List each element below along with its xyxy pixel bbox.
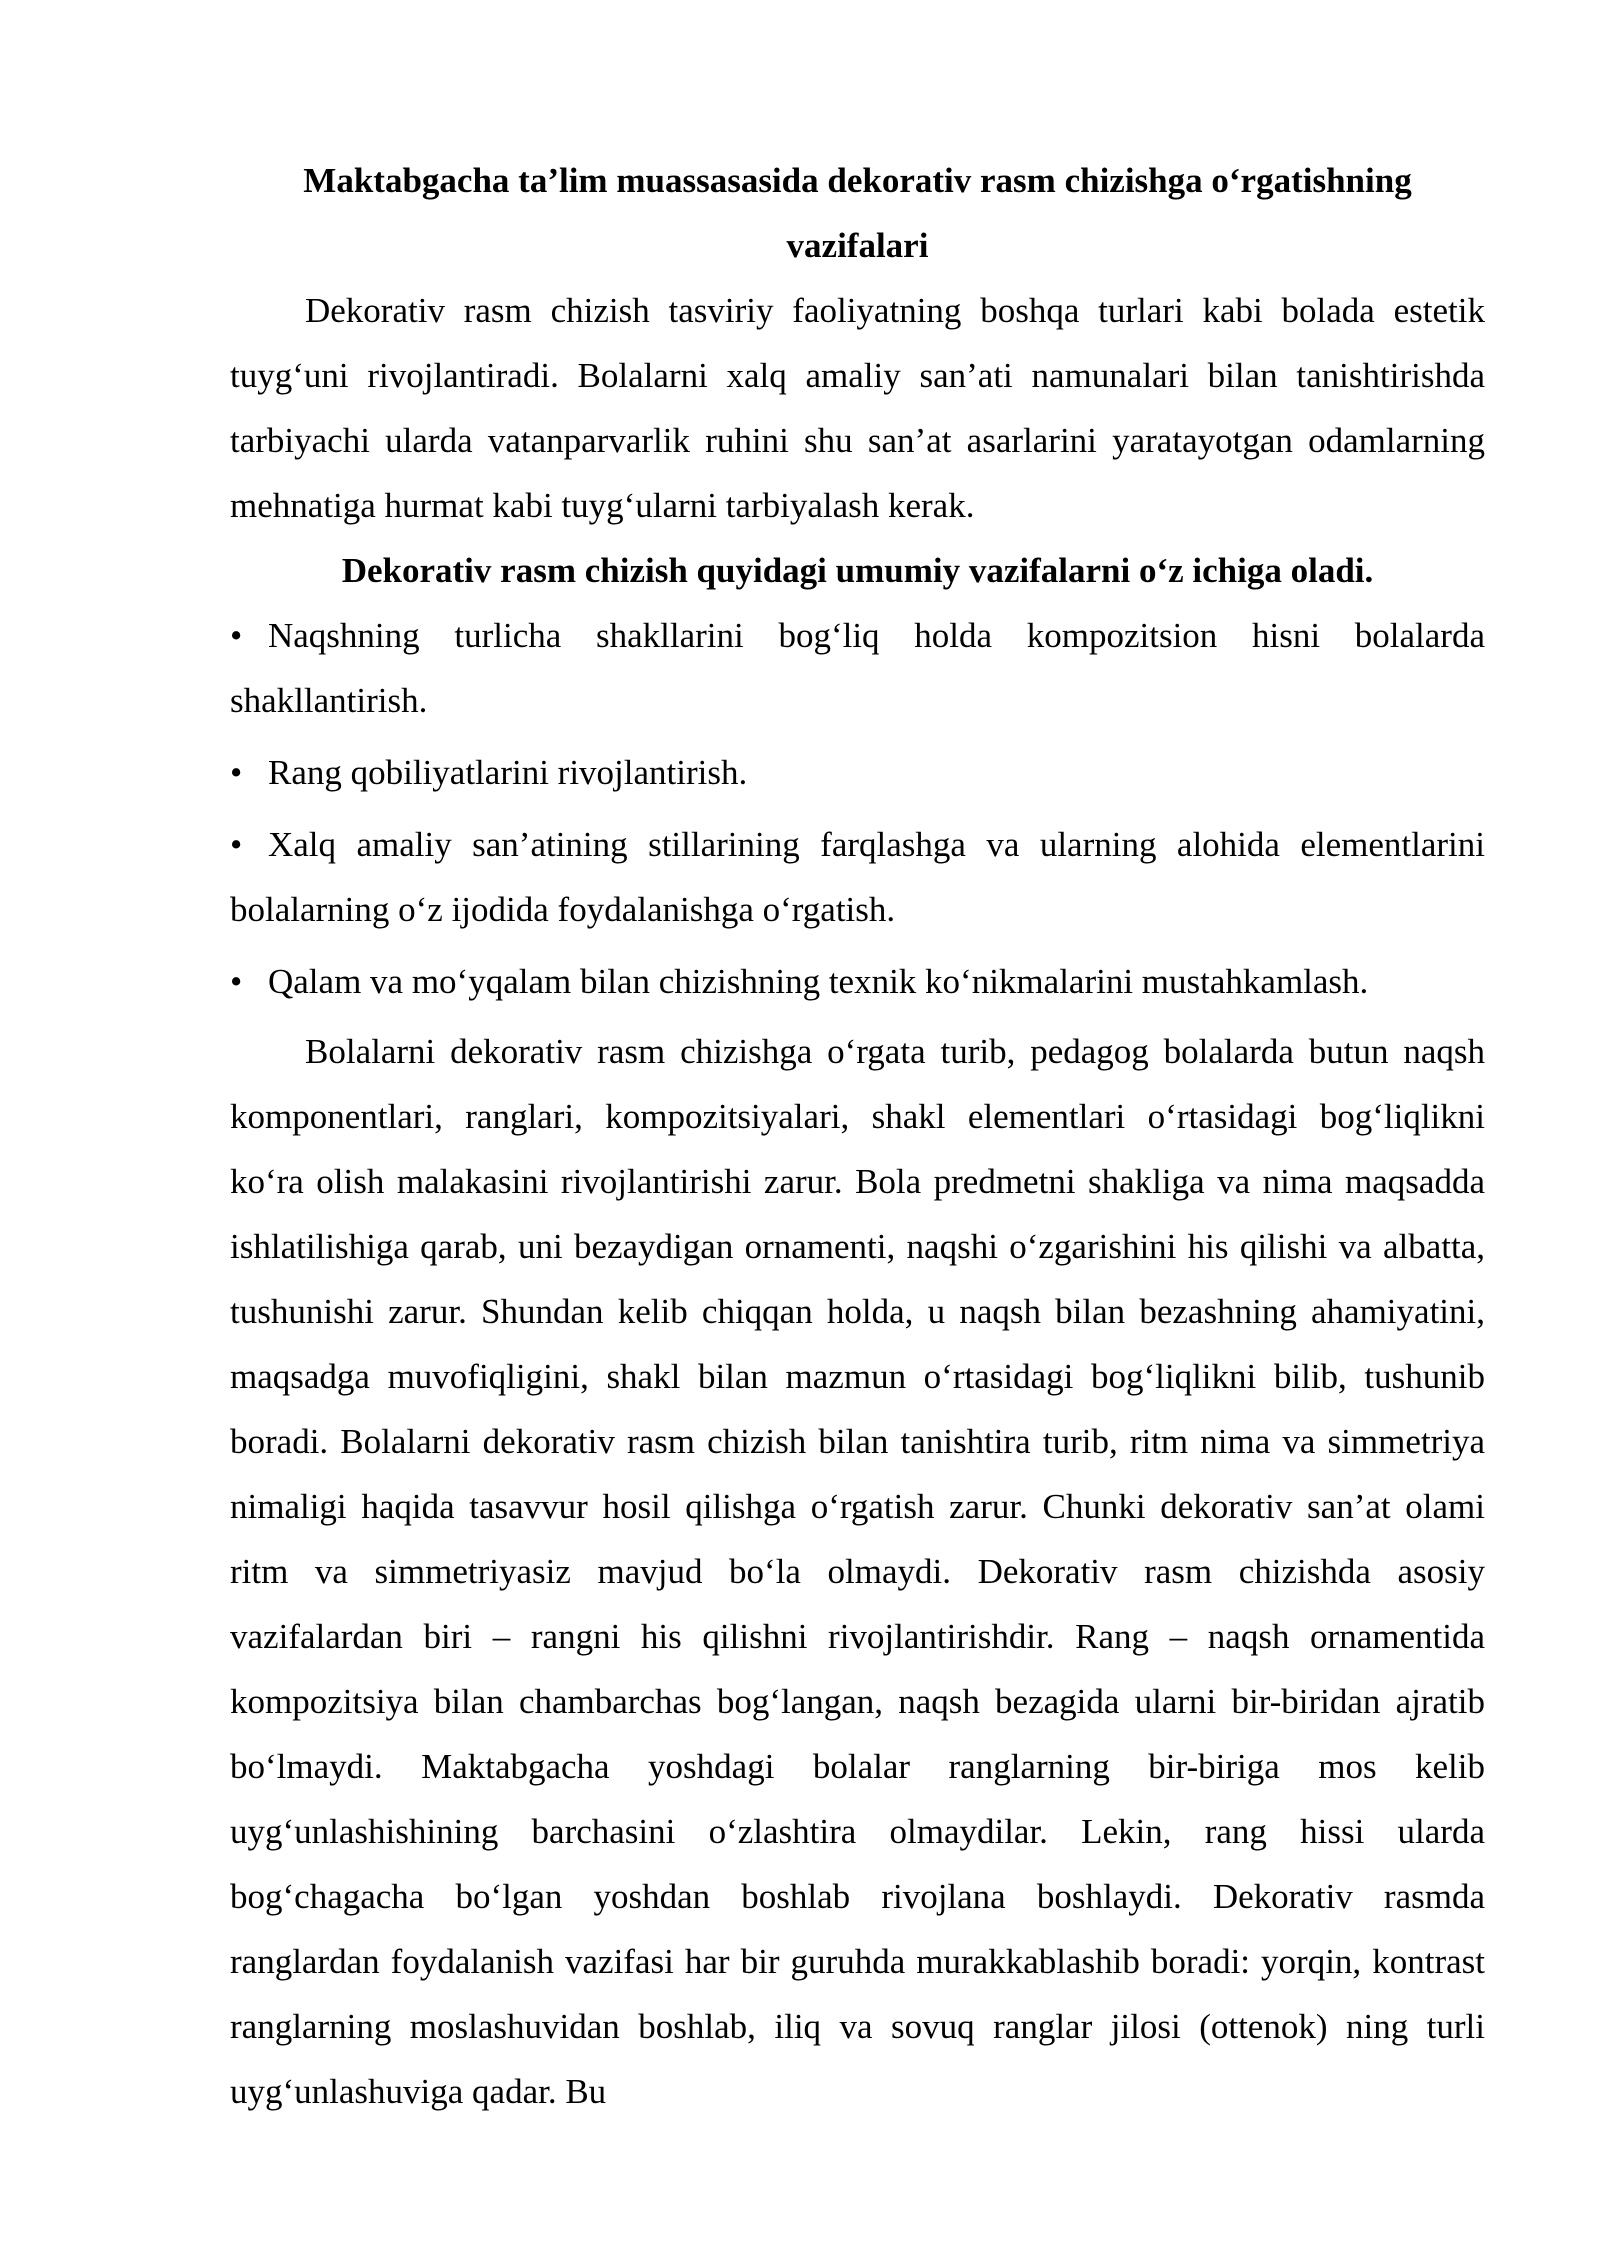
document-page	[230, 148, 1485, 2124]
list-item-text: Xalq amaliy san’atining stillarining farqlashga va ularning alohida elementlarini bolalarning o‘z ijodida foydalanishga o‘rgatish.	[230, 825, 1485, 929]
intro-paragraph: Dekorativ rasm chizish tasviriy faoliyatning boshqa turlari kabi bolada estetik tuyg‘uni rivojlantiradi. Bolalarni xalq amaliy san’ati namunalari bilan tanishtirishda tarbiyachi ularda vatanparvarlik ruhini shu san’at asarlarini yaratayotgan odamlarning mehnatiga hurmat kabi tuyg‘ularni tarbiyalash kerak.	[230, 291, 1485, 525]
document-title: Maktabgacha ta’lim muassasasida dekorativ rasm chizishga o‘rgatishning vazifalari	[303, 161, 1412, 265]
list-item	[230, 949, 1485, 1014]
bullet-icon: •	[230, 753, 243, 792]
list-item-text: Qalam va mo‘yqalam bilan chizishning texnik ko‘nikmalarini mustahkamlash.	[268, 962, 1369, 1001]
list-item-text: Naqshning turlicha shakllarini bog‘liq holda kompozitsion hisni bolalarda shakllantirish.	[230, 616, 1485, 720]
bullet-icon: •	[230, 962, 243, 1001]
section-subheading: Dekorativ rasm chizish quyidagi umumiy vazifalarni o‘z ichiga oladi.	[341, 551, 1374, 590]
bullet-icon: •	[230, 825, 243, 864]
list-item	[230, 812, 1485, 942]
body-paragraph: Bolalarni dekorativ rasm chizishga o‘rgata turib, pedagog bolalarda butun naqsh komponentlari, ranglari, kompozitsiyalari, shakl elementlari o‘rtasidagi bog‘liqlikni ko‘ra olish malakasini rivojlantirishi zarur. Bola predmetni shakliga va nima maqsadda ishlatilishiga qarab, uni bezaydigan ornamenti, naqshi o‘zgarishini his qilishi va albatta, tushunishi zarur. Shundan kelib chiqqan holda, u naqsh bilan bezashning ahamiyatini, maqsadga muvofiqligini, shakl bilan mazmun o‘rtasidagi bog‘liqlikni bilib, tushunib boradi. Bolalarni dekorativ rasm chizish bilan tanishtira turib, ritm nima va simmetriya nimaligi haqida tasavvur hosil qilishga o‘rgatish zarur. Chunki dekorativ san’at olami ritm va simmetriyasiz mavjud bo‘la olmaydi. Dekorativ rasm chizishda asosiy vazifalardan biri – rangni his qilishni rivojlantirishdir. Rang – naqsh ornamentida kompozitsiya bilan chambarchas bog‘langan, naqsh bezagida ularni bir-biridan ajratib bo‘lmaydi. Maktabgacha yoshdagi bolalar ranglarning bir-biriga mos kelib uyg‘unlashishining barchasini o‘zlashtira olmaydilar. Lekin, rang hissi ularda bog‘chagacha bo‘lgan yoshdan boshlab rivojlana boshlaydi. Dekorativ rasmda ranglardan foydalanish vazifasi har bir guruhda murakkablashib boradi: yorqin, kontrast ranglarning moslashuvidan boshlab, iliq va sovuq ranglar jilosi (ottenok) ning turli uyg‘unlashuviga qadar. Bu	[230, 1032, 1485, 2111]
list-item	[230, 603, 1485, 733]
bullet-icon: •	[230, 616, 243, 655]
list-item-text: Rang qobiliyatlarini rivojlantirish.	[268, 753, 748, 792]
list-item	[230, 740, 1485, 805]
task-list	[230, 603, 1485, 1014]
